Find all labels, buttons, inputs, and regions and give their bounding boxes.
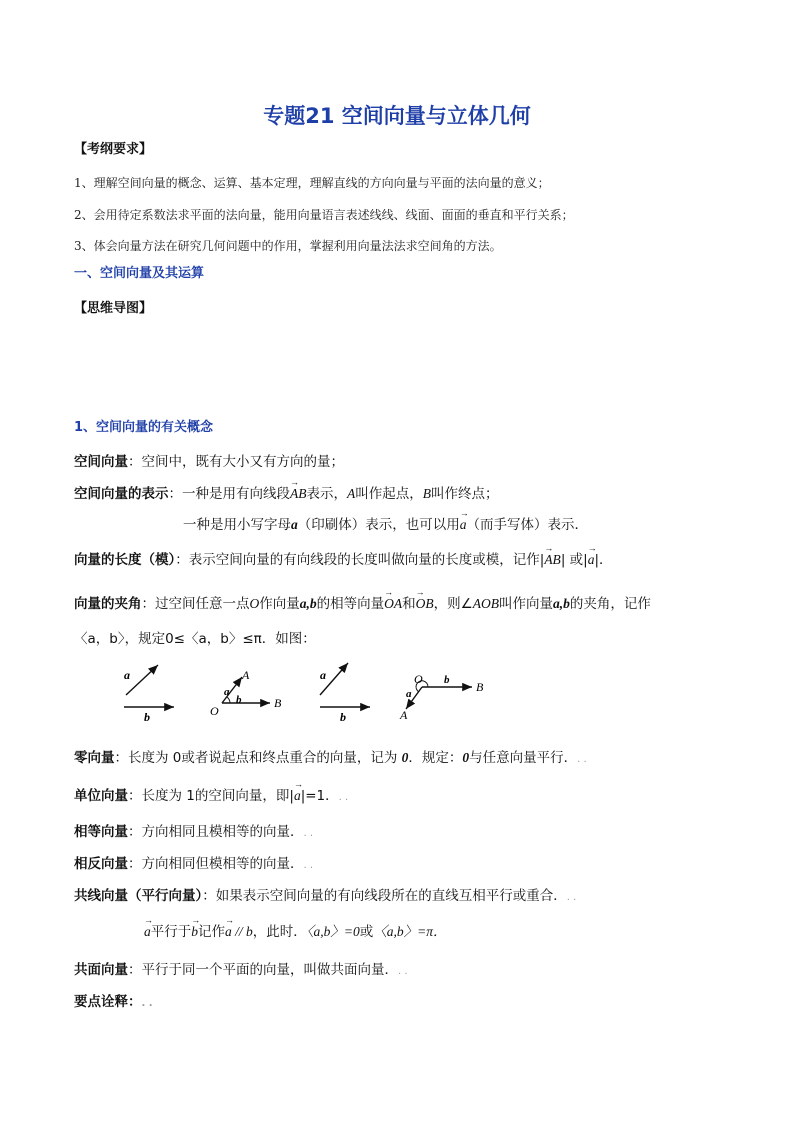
term: 相反向量 bbox=[74, 856, 128, 872]
def-zero bbox=[74, 746, 587, 766]
vector-a-bold: a bbox=[291, 517, 298, 532]
vector-OB: → OB bbox=[416, 596, 434, 611]
vector-a-handwritten: → a bbox=[460, 517, 467, 532]
def-representation bbox=[74, 482, 499, 502]
label-a: a bbox=[224, 686, 230, 698]
term: 零向量 bbox=[74, 750, 115, 766]
marker: . . bbox=[566, 892, 577, 903]
text: 叫作终点； bbox=[431, 486, 499, 502]
def-collinear-2 bbox=[144, 920, 447, 940]
text: ：表示空间向量的有向线段的长度叫做向量的长度或模，记作| bbox=[175, 552, 545, 568]
section-heading: 一、空间向量及其运算 bbox=[74, 266, 205, 281]
text: 与任意向量平行． bbox=[469, 750, 578, 766]
label-B: B bbox=[476, 680, 484, 694]
marker: . . bbox=[303, 828, 314, 839]
figure-angle-obtuse bbox=[399, 672, 484, 722]
kaogang-heading: 【考纲要求】 bbox=[74, 142, 153, 157]
text: 表示， bbox=[306, 486, 347, 502]
term: 向量的长度（模） bbox=[74, 552, 176, 568]
figure-pair-2 bbox=[320, 663, 370, 724]
vector-OA: → OA bbox=[384, 596, 402, 611]
point-A: A bbox=[347, 486, 356, 501]
def-equal bbox=[74, 820, 313, 840]
def-unit bbox=[74, 784, 348, 804]
def-length bbox=[74, 548, 613, 568]
key-points-heading bbox=[74, 990, 153, 1010]
text: 或 bbox=[359, 924, 374, 940]
parallel-notation: → a // b bbox=[225, 924, 253, 939]
vector-a: → a bbox=[144, 924, 151, 939]
vectors-ab: a,b bbox=[552, 596, 570, 611]
label-b: b bbox=[444, 674, 450, 686]
requirement-2: 2、会用待定系数法求平面的法向量，能用向量语言表述线线、线面、面面的垂直和平行关系； bbox=[74, 208, 574, 222]
text: 和 bbox=[402, 596, 416, 612]
text: ：空间中，既有大小又有方向的量； bbox=[128, 454, 344, 470]
term: 单位向量 bbox=[74, 788, 128, 804]
term: 共面向量 bbox=[74, 962, 128, 978]
text: 一种是用小写字母 bbox=[183, 517, 291, 533]
text: 的夹角，记作 bbox=[569, 596, 651, 612]
angle-zero: 〈a,b〉=0 bbox=[306, 924, 360, 939]
label-b: b bbox=[144, 710, 150, 724]
text: ，则∠ bbox=[433, 596, 473, 612]
def-collinear bbox=[74, 884, 576, 904]
text: |． bbox=[594, 552, 613, 568]
zero-vector: 0 bbox=[462, 750, 470, 765]
marker: . . bbox=[303, 860, 314, 871]
text: 作向量 bbox=[259, 596, 300, 612]
def-space-vector bbox=[74, 450, 344, 470]
term: 空间向量的表示 bbox=[74, 486, 169, 502]
label-a: a bbox=[406, 688, 412, 700]
text: ．规定： bbox=[408, 750, 463, 766]
text: 的相等向量 bbox=[316, 596, 385, 612]
angle-pi: 〈a,b〉=π． bbox=[373, 924, 447, 939]
text: 叫作起点， bbox=[355, 486, 423, 502]
label-O: O bbox=[210, 704, 219, 718]
text: 叫作向量 bbox=[498, 596, 553, 612]
text: ：方向相同且模相等的向量． bbox=[128, 824, 304, 840]
term: 向量的夹角 bbox=[74, 596, 142, 612]
vector-a: → a bbox=[588, 552, 595, 567]
text: 记作 bbox=[198, 924, 225, 940]
requirement-1: 1、理解空间向量的概念、运算、基本定理，理解直线的方向向量与平面的法向量的意义； bbox=[74, 176, 550, 190]
label-A: A bbox=[400, 708, 408, 722]
label-a: a bbox=[124, 668, 130, 682]
vector-b: → b bbox=[191, 924, 198, 939]
label-O: O bbox=[414, 672, 423, 686]
text: ：如果表示空间向量的有向线段所在的直线互相平行或重合． bbox=[202, 888, 567, 904]
vector-AB: → AB bbox=[290, 486, 307, 501]
text: ：平行于同一个平面的向量，叫做共面向量． bbox=[128, 962, 398, 978]
marker: . . bbox=[577, 754, 587, 765]
marker: . . bbox=[338, 792, 349, 803]
term: 相等向量 bbox=[74, 824, 128, 840]
def-coplanar bbox=[74, 958, 408, 978]
def-representation-2 bbox=[183, 513, 588, 533]
vector-AB: → AB bbox=[544, 552, 561, 567]
angle-AOB: AOB bbox=[472, 596, 499, 611]
zero-vector: 0 bbox=[401, 750, 409, 765]
term: 空间向量 bbox=[74, 454, 128, 470]
text: （而手写体）表示． bbox=[466, 517, 588, 533]
marker: . . bbox=[398, 966, 408, 977]
text: （印刷体）表示，也可以用 bbox=[297, 517, 460, 533]
subsection-heading: 1、空间向量的有关概念 bbox=[74, 420, 214, 435]
vector-a: → a bbox=[294, 788, 301, 803]
marker: . . bbox=[141, 998, 153, 1009]
figure-pair-1 bbox=[124, 665, 174, 724]
text: ，此时． bbox=[252, 924, 307, 940]
text: ：一种是用有向线段 bbox=[168, 486, 290, 502]
label-b: b bbox=[340, 710, 346, 724]
point-B: B bbox=[422, 486, 431, 501]
def-angle-2: 〈a，b〉，规定0≤〈a，b〉≤π．如图： bbox=[74, 631, 316, 647]
page-title: 专题21 空间向量与立体几何 bbox=[263, 104, 531, 128]
def-angle bbox=[74, 592, 651, 612]
text: |=1． bbox=[300, 788, 339, 804]
term: 共线向量（平行向量） bbox=[74, 888, 203, 904]
text: ：过空间任意一点 bbox=[141, 596, 250, 612]
label-a: a bbox=[320, 668, 326, 682]
vectors-ab: a,b bbox=[299, 596, 317, 611]
label-A: A bbox=[242, 668, 250, 682]
requirement-3: 3、体会向量方法在研究几何问题中的作用，掌握利用向量法法求空间角的方法。 bbox=[74, 239, 502, 253]
label-b: b bbox=[236, 694, 242, 706]
text: | 或| bbox=[560, 552, 588, 568]
mindmap-heading: 【思维导图】 bbox=[74, 301, 153, 316]
angle-figure bbox=[110, 655, 500, 735]
label-B: B bbox=[274, 696, 282, 710]
figure-angle-acute bbox=[210, 668, 282, 718]
point-O: O bbox=[249, 596, 260, 611]
text: 要点诠释： bbox=[74, 994, 142, 1010]
text: ：长度为 1的空间向量，即| bbox=[128, 788, 294, 804]
text: ：方向相同但模相等的向量． bbox=[128, 856, 304, 872]
def-opposite bbox=[74, 852, 313, 872]
text: ：长度为 0或者说起点和终点重合的向量，记为 bbox=[114, 750, 402, 766]
vector-a-arrow bbox=[126, 665, 158, 695]
text: 平行于 bbox=[150, 924, 192, 940]
